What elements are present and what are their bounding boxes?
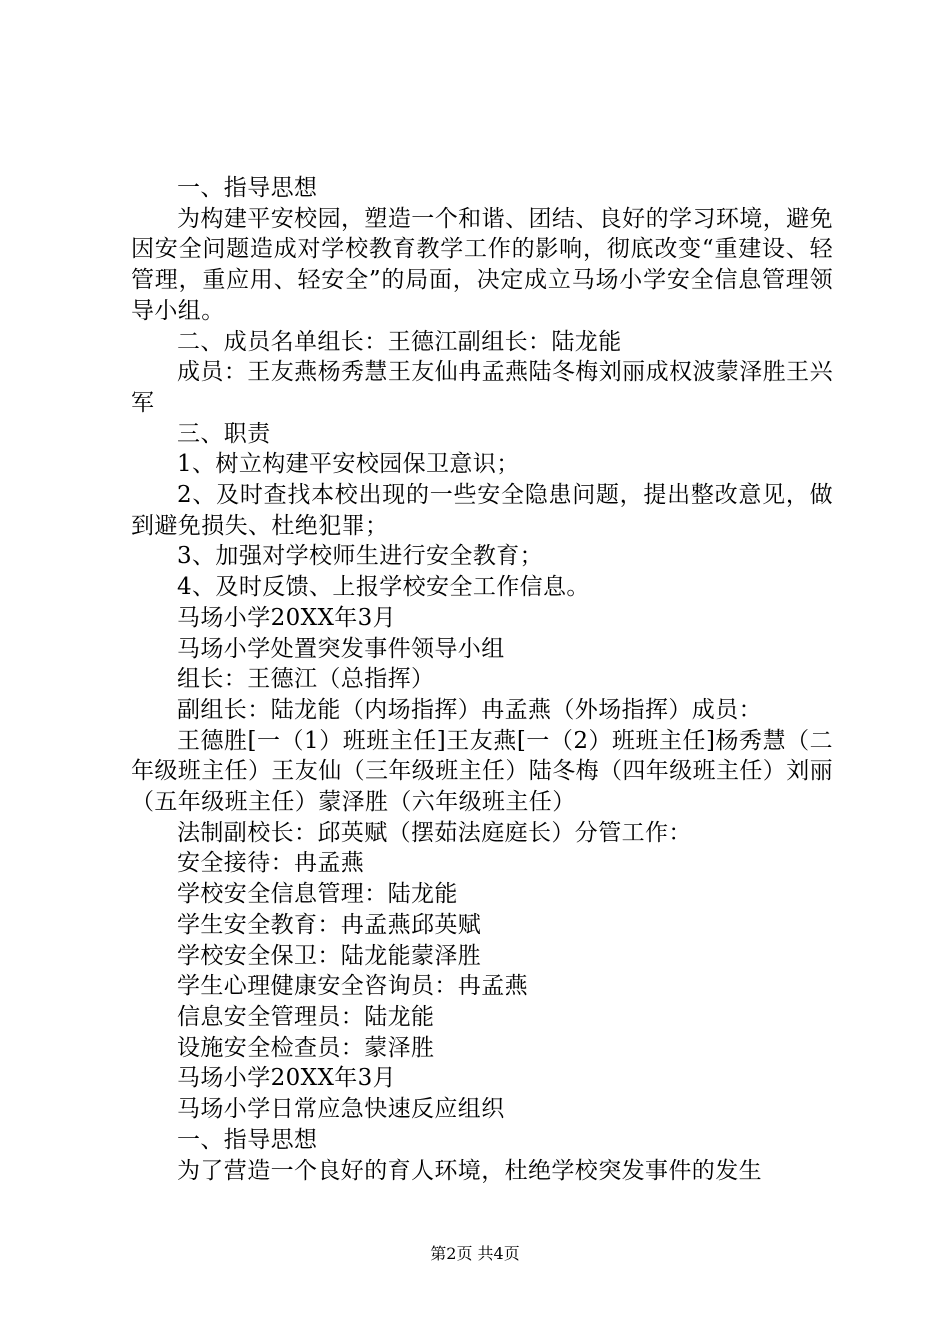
heading-guiding-thought: 一、指导思想 [177,175,318,201]
members-teachers-paragraph: 王德胜[一（1）班班主任]王友燕[一（2）班班主任]杨秀慧（二年级班主任）王友仙（三年级班主任）陆冬梅（四年级班主任）刘丽（五年级班主任）蒙泽胜（六年级班主任） [131,727,833,816]
duty-item-2: 2、及时查找本校出现的一些安全隐患问题，提出整改意见，做到避免损失、杜绝犯罪； [131,482,833,539]
group-leader-line: 组长：王德江（总指挥） [177,666,435,693]
duty-item-3: 3、加强对学校师生进行安全教育； [177,543,544,570]
date-line: 马场小学20XX年3月 [177,604,397,631]
duty-item-4: 4、及时反馈、上报学校安全工作信息。 [177,574,590,601]
heading-duties: 三、职责 [177,420,271,447]
assignment-reception: 安全接待：冉孟燕 [177,850,365,877]
section-title-rapid-response: 马场小学日常应急快速反应组织 [177,1096,505,1123]
paragraph-purpose: 为构建平安校园，塑造一个和谐、团结、良好的学习环境，避免因安全问题造成对学校教育教学工作的影响，彻底改变“重建设、轻管理，重应用、轻安全”的局面，决定成立马场小学安全信息管理领导小组。 [131,205,833,324]
paragraph-members: 成员：王友燕杨秀慧王友仙冉孟燕陆冬梅刘丽成权波蒙泽胜王兴军 [131,359,833,416]
assignment-security: 学校安全保卫：陆龙能蒙泽胜 [177,942,482,969]
paragraph-purpose-2: 为了营造一个良好的育人环境，杜绝学校突发事件的发生 [177,1157,762,1184]
heading-member-list: 二、成员名单组长：王德江副组长：陆龙能 [177,328,622,355]
assignment-safety-education: 学生安全教育：冉孟燕邱英赋 [177,911,482,938]
section-title-emergency-group: 马场小学处置突发事件领导小组 [177,635,505,662]
legal-vice-principal-line: 法制副校长：邱英赋（摆茹法庭庭长）分管工作： [177,819,692,846]
heading-guiding-thought-2: 一、指导思想 [177,1126,318,1153]
page-footer: 第2页 共4页 [430,1244,520,1263]
assignment-info-security: 信息安全管理员：陆龙能 [177,1003,435,1030]
assignment-counselor: 学生心理健康安全咨询员：冉孟燕 [177,973,528,1000]
duty-item-1: 1、树立构建平安校园保卫意识； [177,451,520,478]
assignment-facility-inspector: 设施安全检查员：蒙泽胜 [177,1034,435,1061]
date-line-2: 马场小学20XX年3月 [177,1065,397,1092]
assignment-info-management: 学校安全信息管理：陆龙能 [177,881,458,908]
deputy-leader-line: 副组长：陆龙能（内场指挥）冉孟燕（外场指挥）成员： [177,696,762,723]
document-body [131,173,833,1186]
